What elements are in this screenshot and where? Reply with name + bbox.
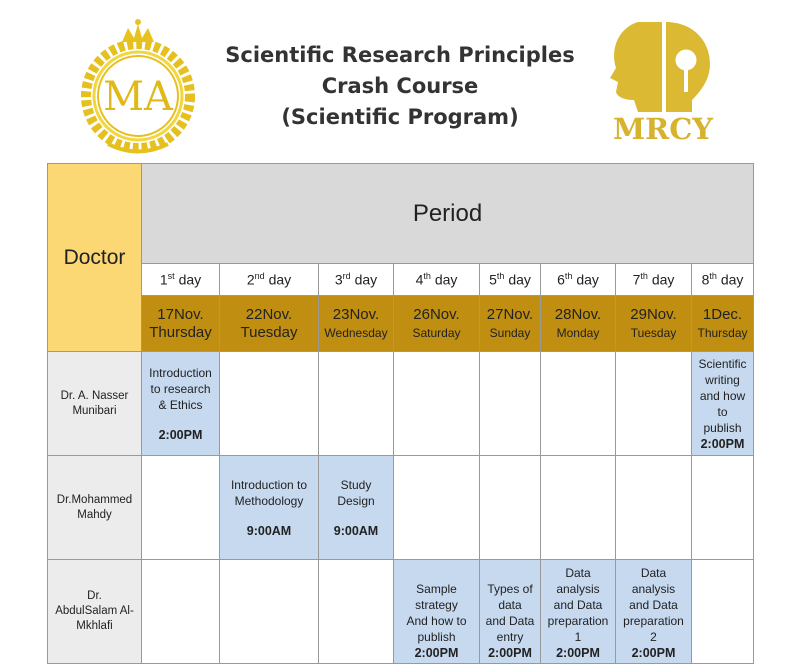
- session-topic-line: analysis: [556, 582, 600, 596]
- date-text: 26Nov.: [413, 305, 460, 323]
- doctor-row: [48, 456, 754, 560]
- day-number: 5: [489, 271, 497, 288]
- session-topic-line: Study: [340, 477, 372, 492]
- doctor-name: [48, 560, 142, 664]
- session-topic-line: preparation: [623, 614, 684, 628]
- empty-cell: [394, 456, 480, 560]
- day-number: 6: [557, 271, 565, 288]
- day-header-3: [319, 264, 394, 296]
- empty-cell: [394, 352, 480, 456]
- day-header-6: [541, 264, 616, 296]
- session-topic-line: And how to: [406, 614, 467, 628]
- session-topic-line: Data: [640, 566, 667, 580]
- empty-cell: [541, 352, 616, 456]
- session-time: 2:00PM: [158, 427, 203, 442]
- session-topic-line: and how: [699, 389, 746, 403]
- page-title: [210, 40, 590, 133]
- day-number: 8: [701, 271, 710, 288]
- date-header-5: [480, 296, 541, 352]
- empty-cell: [142, 456, 220, 560]
- session-topic-line: strategy: [415, 598, 458, 612]
- day-row: [48, 264, 754, 296]
- period-header-label: Period: [412, 199, 483, 227]
- date-header-8: [692, 296, 754, 352]
- session-time: 9:00AM: [246, 523, 292, 538]
- session-topic-line: & Ethics: [158, 397, 203, 412]
- day-suffix: th: [709, 271, 717, 282]
- session-topic-line: 2: [650, 630, 657, 644]
- day-header-7: [616, 264, 692, 296]
- day-number: 4: [415, 271, 424, 288]
- day-suffix: nd: [254, 271, 265, 282]
- logo-monogram-text: MA: [103, 74, 173, 120]
- doctor-row: [48, 352, 754, 456]
- session-topic-line: to: [717, 405, 728, 419]
- day-suffix: st: [167, 271, 175, 282]
- session-topic-line: and Data: [485, 614, 535, 628]
- doctor-name: [48, 352, 142, 456]
- day-header-5: [480, 264, 541, 296]
- doctor-name-line: Dr.Mohammed: [56, 493, 133, 506]
- date-text: 29Nov.: [630, 305, 677, 323]
- day-header-2: [220, 264, 319, 296]
- empty-cell: [480, 352, 541, 456]
- session-topic-line: Types of: [487, 582, 533, 596]
- weekday-text: Thursday: [149, 323, 212, 341]
- schedule-table: [47, 163, 754, 664]
- title-line-1: Scientific Research Principles: [225, 43, 575, 67]
- day-suffix: rd: [342, 271, 351, 282]
- day-word: day: [508, 271, 531, 288]
- doctor-name-line: Mahdy: [77, 508, 112, 521]
- weekday-text: Thursday: [697, 325, 748, 340]
- session-topic-line: and Data: [629, 598, 678, 612]
- session-topic-line: 1: [574, 630, 582, 644]
- doctor-name-line: AbdulSalam Al-: [55, 605, 134, 617]
- session-cell: [480, 560, 541, 664]
- page-header: [0, 0, 800, 160]
- day-number: 7: [632, 271, 641, 288]
- session-topic-line: and Data: [553, 598, 603, 612]
- doctor-header-label: Doctor: [63, 245, 126, 269]
- session-topic-line: preparation: [547, 614, 609, 628]
- session-topic-line: analysis: [631, 582, 676, 596]
- day-suffix: th: [423, 271, 431, 282]
- session-cell: [692, 352, 754, 456]
- session-topic-line: writing: [705, 373, 740, 387]
- date-text: 1Dec.: [702, 305, 743, 323]
- weekday-text: Wednesday: [324, 325, 388, 340]
- day-word: day: [576, 271, 599, 288]
- date-header-4: [394, 296, 480, 352]
- empty-cell: [616, 456, 692, 560]
- doctor-name: [48, 456, 142, 560]
- doctor-row: [48, 560, 754, 664]
- session-topic-line: publish: [703, 421, 742, 435]
- header-row: [48, 164, 754, 264]
- day-word: day: [178, 271, 202, 288]
- title-line-3: (Scientific Program): [281, 105, 519, 129]
- ma-monogram-logo: [72, 14, 204, 156]
- session-time: 2:00PM: [414, 646, 459, 660]
- day-number: 2: [246, 271, 255, 288]
- session-cell: [319, 456, 394, 560]
- session-time: 2:00PM: [700, 437, 745, 451]
- day-word: day: [268, 271, 292, 288]
- day-word: day: [651, 271, 675, 288]
- session-topic-line: Sample: [416, 582, 457, 596]
- day-suffix: th: [640, 271, 648, 282]
- date-header-7: [616, 296, 692, 352]
- weekday-text: Sunday: [489, 325, 531, 340]
- weekday-text: Tuesday: [240, 323, 298, 341]
- date-text: 28Nov.: [554, 305, 602, 323]
- session-time: 2:00PM: [556, 646, 600, 660]
- doctor-name-line: Dr. A. Nasser: [60, 389, 129, 402]
- session-topic-line: entry: [496, 630, 524, 644]
- session-cell: [541, 560, 616, 664]
- session-topic-line: data: [498, 598, 522, 612]
- date-text: 23Nov.: [332, 305, 380, 323]
- day-word: day: [354, 271, 378, 288]
- empty-cell: [692, 560, 754, 664]
- empty-cell: [319, 352, 394, 456]
- period-header: [142, 164, 754, 264]
- mrcy-logo-text: MRCY: [613, 112, 713, 146]
- session-topic-line: Introduction: [149, 365, 212, 380]
- session-topic-line: to research: [150, 381, 211, 396]
- session-topic-line: Introduction to: [230, 477, 308, 492]
- empty-cell: [616, 352, 692, 456]
- date-header-2: [220, 296, 319, 352]
- empty-cell: [319, 560, 394, 664]
- session-cell: [616, 560, 692, 664]
- session-topic-line: Data: [565, 566, 591, 580]
- day-number: 1: [159, 271, 168, 288]
- date-header-3: [319, 296, 394, 352]
- day-header-8: [692, 264, 754, 296]
- day-number: 3: [334, 271, 343, 288]
- date-row: [48, 296, 754, 352]
- session-topic-line: Methodology: [234, 493, 304, 508]
- title-line-2: Crash Course: [321, 74, 479, 98]
- empty-cell: [541, 456, 616, 560]
- empty-cell: [692, 456, 754, 560]
- date-header-6: [541, 296, 616, 352]
- day-suffix: th: [564, 271, 573, 282]
- doctor-name-line: Munibari: [72, 404, 117, 417]
- session-cell: [220, 456, 319, 560]
- session-time: 9:00AM: [333, 523, 379, 538]
- empty-cell: [220, 352, 319, 456]
- date-text: 17Nov.: [157, 305, 204, 323]
- date-header-1: [142, 296, 220, 352]
- doctor-column-header: [48, 164, 142, 352]
- session-cell: [142, 352, 220, 456]
- session-topic-line: publish: [417, 630, 456, 644]
- empty-cell: [220, 560, 319, 664]
- day-word: day: [720, 271, 744, 288]
- empty-cell: [142, 560, 220, 664]
- session-topic-line: Scientific: [698, 357, 747, 371]
- doctor-name-line: Dr.: [87, 590, 102, 602]
- session-time: 2:00PM: [488, 646, 532, 660]
- weekday-text: Monday: [556, 325, 600, 340]
- date-text: 27Nov.: [486, 305, 534, 323]
- day-suffix: th: [496, 271, 505, 282]
- empty-cell: [480, 456, 541, 560]
- weekday-text: Saturday: [412, 325, 461, 340]
- session-cell: [394, 560, 480, 664]
- doctor-name-line: Mkhlafi: [76, 620, 113, 632]
- day-header-1: [142, 264, 220, 296]
- day-header-4: [394, 264, 480, 296]
- day-word: day: [434, 271, 458, 288]
- session-topic-line: Design: [337, 493, 375, 508]
- date-text: 22Nov.: [245, 305, 293, 323]
- session-time: 2:00PM: [631, 646, 676, 660]
- weekday-text: Tuesday: [630, 325, 677, 340]
